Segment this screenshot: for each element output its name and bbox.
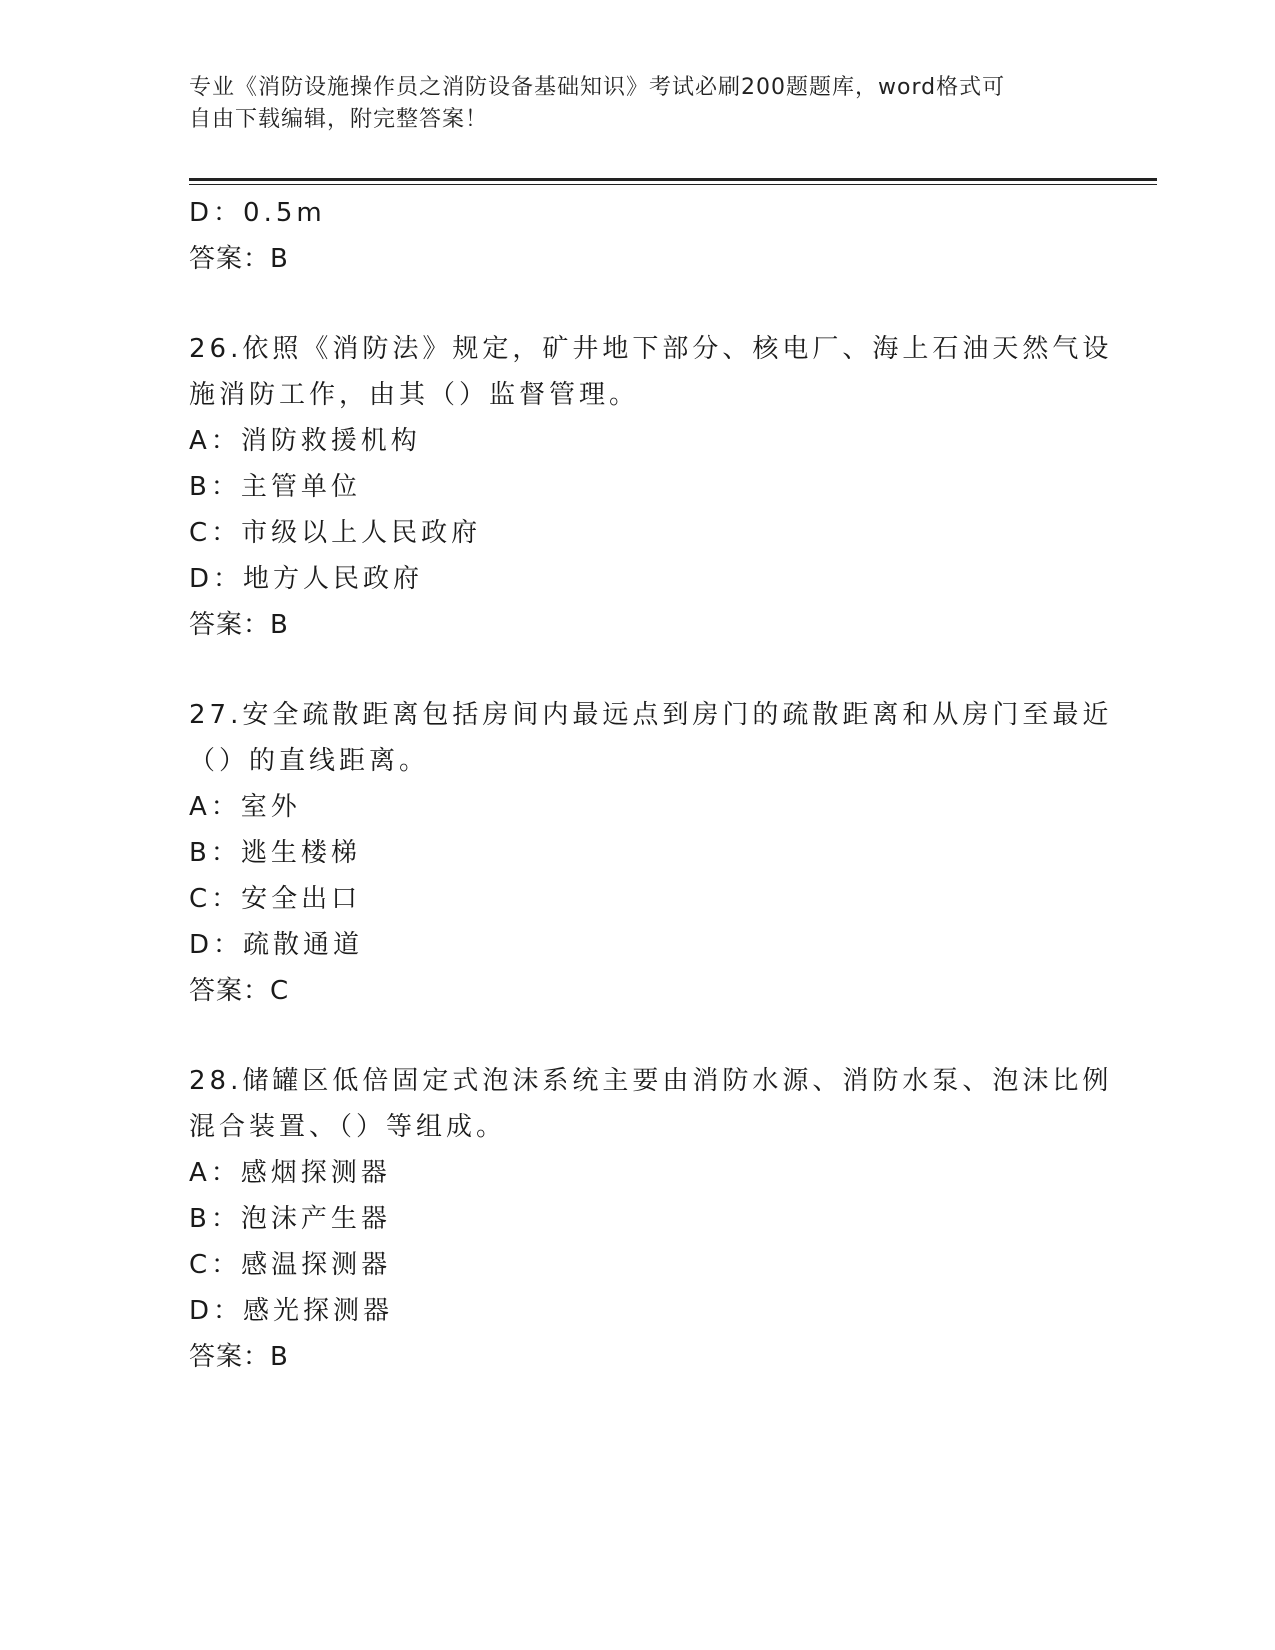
spacer [189, 1014, 1089, 1058]
option-b: B：泡沫产生器 [189, 1204, 391, 1234]
header-rule-thick [189, 178, 1157, 181]
option-c: C：感温探测器 [189, 1250, 392, 1280]
question-text-line-1: 27.安全疏散距离包括房间内最远点到房门的疏散距离和从房门至最近 [189, 700, 1113, 730]
question-text-line-1: 28.储罐区低倍固定式泡沫系统主要由消防水源、消防水泵、泡沫比例 [189, 1066, 1113, 1096]
document-body [189, 190, 1113, 1380]
header-line-1: 专业《消防设施操作员之消防设备基础知识》考试必刷200题题库，word格式可 [189, 75, 1006, 100]
header-line-2: 自由下载编辑，附完整答案！ [189, 107, 489, 132]
question-text-line-2: 混合装置、（）等组成。 [189, 1112, 507, 1142]
header-rule-thin [189, 184, 1157, 185]
option-c: C：安全出口 [189, 884, 362, 914]
spacer [189, 282, 1089, 326]
option-a: A：感烟探测器 [189, 1158, 391, 1188]
prev-option-d: D：0.5m [189, 198, 326, 228]
prev-answer: 答案：B [189, 244, 289, 274]
question-text-line-2: （）的直线距离。 [189, 746, 430, 776]
option-a: A：消防救援机构 [189, 426, 421, 456]
question-26 [189, 326, 1113, 648]
option-d: D：感光探测器 [189, 1296, 394, 1326]
option-d: D：疏散通道 [189, 930, 364, 960]
question-text-line-2: 施消防工作，由其（）监督管理。 [189, 380, 640, 410]
option-a: A：室外 [189, 792, 301, 822]
answer: 答案：B [189, 1342, 289, 1372]
option-b: B：主管单位 [189, 472, 361, 502]
option-c: C：市级以上人民政府 [189, 518, 482, 548]
answer: 答案：C [189, 976, 290, 1006]
answer: 答案：B [189, 610, 289, 640]
question-27 [189, 692, 1113, 1014]
document-header [189, 72, 1089, 136]
question-text-line-1: 26.依照《消防法》规定，矿井地下部分、核电厂、海上石油天然气设 [189, 334, 1113, 364]
option-d: D：地方人民政府 [189, 564, 424, 594]
option-b: B：逃生楼梯 [189, 838, 361, 868]
question-28 [189, 1058, 1113, 1380]
spacer [189, 648, 1089, 692]
